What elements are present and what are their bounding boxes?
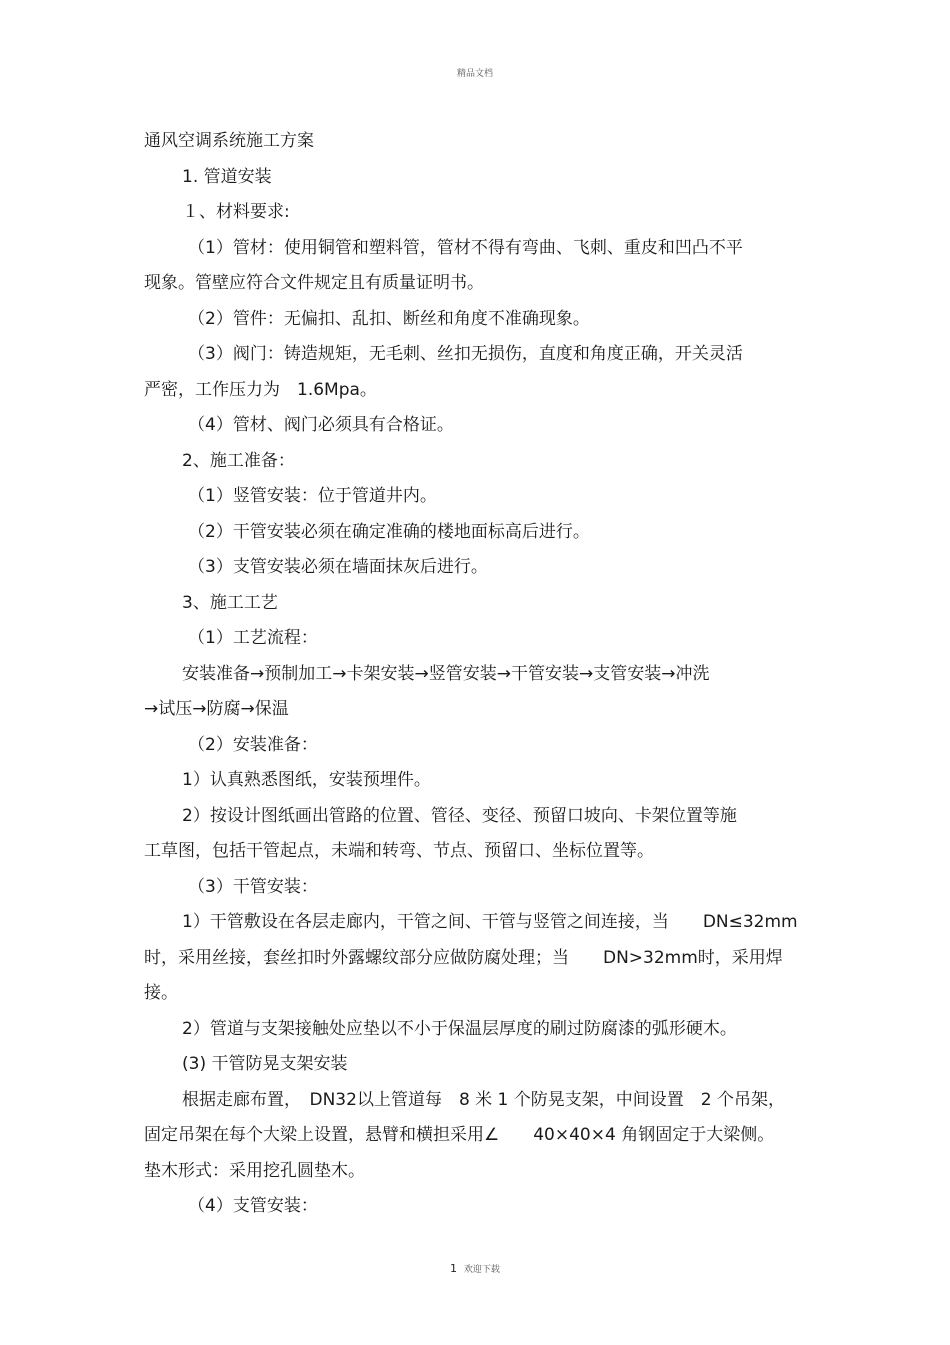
paragraph-line: →试压→防腐→保温 [144, 699, 289, 719]
paragraph-line: 2）按设计图纸画出管路的位置、管径、变径、预留口坡向、卡架位置等施 [182, 805, 737, 826]
paragraph-line: 严密，工作压力为 1.6Mpa。 [144, 379, 377, 400]
paragraph-line: 垫木形式：采用挖孔圆垫木。 [144, 1160, 365, 1181]
page-header: 精品文档 [456, 69, 493, 79]
paragraph-line: 1）认真熟悉图纸，安装预埋件。 [182, 770, 431, 790]
paragraph-line: 根据走廊布置， DN32以上管道每 8 米 1 个防晃支架，中间设置 2 个吊架， [182, 1089, 786, 1110]
page-number: 1 [450, 1262, 458, 1275]
paragraph-line: 工草图，包括干管起点，未端和转弯、节点、预留口、坐标位置等。 [144, 841, 654, 861]
paragraph-line: （1）管材：使用铜管和塑料管，管材不得有弯曲、飞刺、重皮和凹凸不平 [188, 237, 743, 258]
document-body [144, 124, 834, 1225]
paragraph-line: （2）干管安装必须在确定准确的楼地面标高后进行。 [188, 521, 590, 542]
subsection-heading: (3) 干管防晃支架安装 [182, 1054, 348, 1074]
subsection-heading: 2、施工准备： [182, 450, 295, 471]
paragraph-line: （3）支管安装必须在墙面抹灰后进行。 [188, 557, 488, 577]
doc-title: 通风空调系统施工方案 [144, 131, 314, 151]
paragraph-line: 固定吊架在每个大梁上设置，悬臂和横担采用∠ 40×40×4 角钢固定于大梁侧。 [144, 1125, 775, 1145]
paragraph-line: 接。 [144, 983, 178, 1003]
paragraph-line: 1）干管敷设在各层走廊内，干管之间、干管与竖管之间连接，当 DN≤32mm [182, 912, 798, 932]
footer-text: 欢迎下载 [463, 1265, 500, 1275]
paragraph-line: （1）竖管安装：位于管道井内。 [188, 486, 437, 506]
paragraph-line: 时，采用丝接，套丝扣时外露螺纹部分应做防腐处理；当 DN>32mm时，采用焊 [144, 947, 783, 968]
paragraph-line: 安装准备→预制加工→卡架安装→竖管安装→干管安装→支管安装→冲洗 [182, 663, 710, 684]
paragraph-line: 2）管道与支架接触处应垫以不小于保温层厚度的刷过防腐漆的弧形硬木。 [182, 1018, 737, 1039]
section-heading: 1. 管道安装 [182, 166, 272, 187]
paragraph-line: （2）安装准备： [188, 734, 318, 755]
paragraph-line: （4）支管安装： [188, 1196, 318, 1216]
paragraph-line: （3）阀门：铸造规矩，无毛刺、丝扣无损伤，直度和角度正确，开关灵活 [188, 344, 743, 364]
subsection-heading: １、材料要求: [182, 202, 290, 222]
page-footer [0, 1262, 950, 1275]
paragraph-line: （2）管件：无偏扣、乱扣、断丝和角度不准确现象。 [188, 308, 590, 329]
paragraph-line: （3）干管安装： [188, 876, 318, 897]
subsection-heading: 3、施工工艺 [182, 592, 278, 613]
paragraph-line: 现象。管壁应符合文件规定且有质量证明书。 [144, 273, 484, 293]
paragraph-line: （1）工艺流程： [188, 628, 318, 648]
paragraph-line: （4）管材、阀门必须具有合格证。 [188, 415, 454, 435]
